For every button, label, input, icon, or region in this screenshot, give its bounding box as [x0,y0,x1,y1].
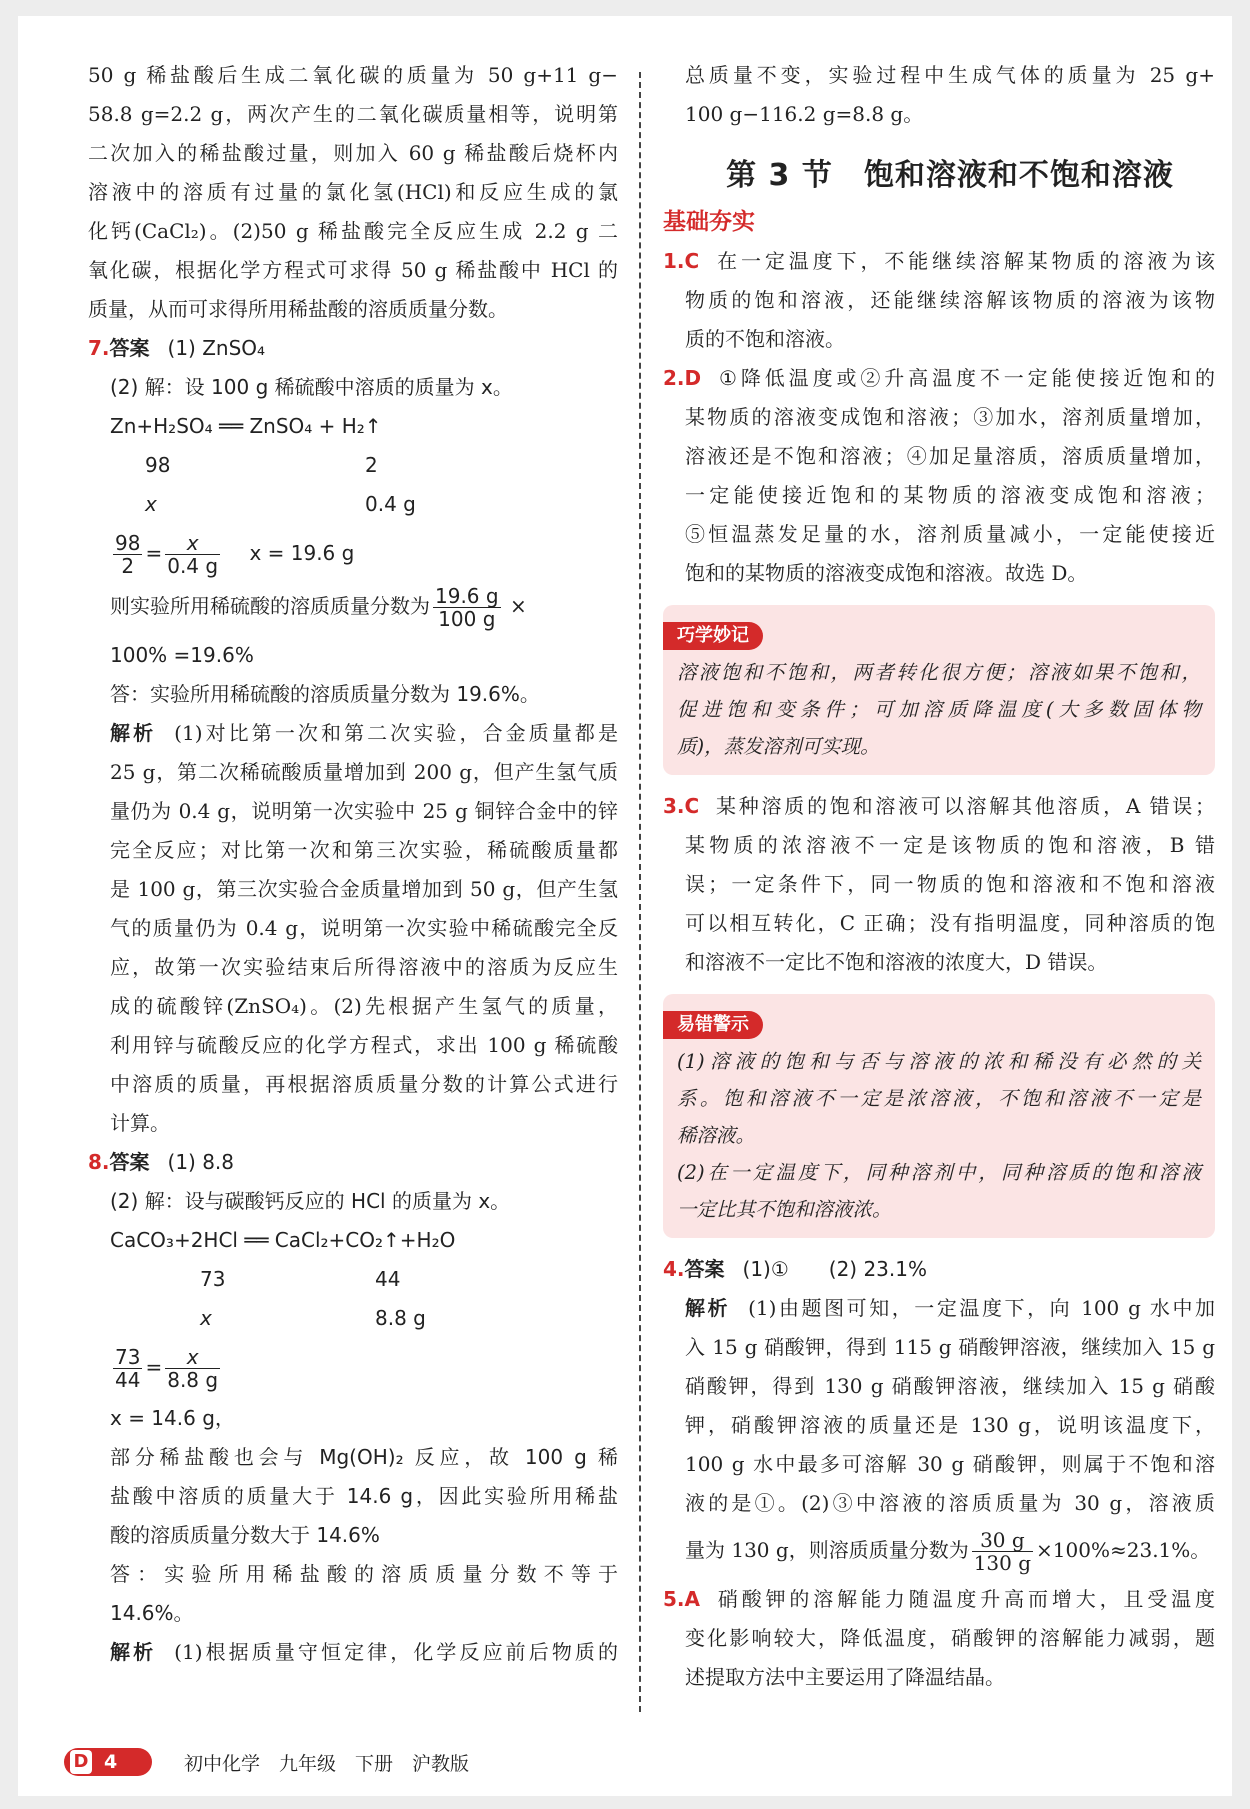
answer-line: 某物质的溶液变成饱和溶液；③加水，溶剂质量增加， [685,405,1215,429]
analysis-line: 量为 130 g，则溶质质量分数为 [685,1538,969,1562]
variable-left: x [145,492,157,516]
answer-line: 在一定温度下，不能继续溶解某物质的溶液为该 [713,249,1215,273]
analysis-line: 计算。 [110,1111,170,1135]
column-divider [639,72,641,1712]
tip-line: 稀溶液。 [677,1124,756,1147]
fraction-numerator: x [186,531,199,555]
question-number: 5.A [663,1587,700,1611]
question-3 [663,787,1215,982]
tip-line: 一定比其不饱和溶液浓。 [677,1198,892,1221]
answer-line: 述提取方法中主要运用了降温结晶。 [685,1665,1005,1689]
conclusion: 答：实验所用稀硫酸的溶质质量分数为 19.6%。 [110,682,540,706]
ratio-fraction-1 [113,1346,142,1391]
analysis-line: 硝酸钾，得到 130 g 硝酸钾溶液，继续加入 15 g 硝酸 [685,1374,1215,1398]
answer-label: 答案 [684,1257,725,1281]
answer-line: 一定能使接近饱和的某物质的溶液变成饱和溶液； [685,483,1215,507]
analysis-line: 入 15 g 硝酸钾，得到 115 g 硝酸钾溶液，继续加入 15 g [685,1335,1215,1359]
analysis-line: 气的质量仍为 0.4 g，说明第一次实验中稀硫酸完全反 [110,916,618,940]
answer-line: 某物质的浓溶液不一定是该物质的饱和溶液，B 错 [685,833,1215,857]
answer-line: 硝酸钾的溶解能力随温度升高而增大，且受温度 [714,1587,1215,1611]
solution-intro: (2) 解：设 100 g 稀硫酸中溶质的质量为 x。 [110,375,513,399]
question-5 [663,1580,1215,1697]
analysis-label: 解析 [685,1296,731,1320]
tip-tag: 易错警示 [663,1011,763,1039]
solution-intro: (2) 解：设与碳酸钙反应的 HCl 的质量为 x。 [110,1189,511,1213]
question-number: 3.C [663,794,700,818]
tip-line: 溶液饱和不饱和，两者转化很方便；溶液如果不饱和， [677,661,1201,684]
ratio-fraction-2 [165,532,220,577]
answer-line: ⑤恒温蒸发足量的水，溶剂质量减小，一定能使接近 [685,522,1215,546]
page-badge [64,1748,152,1776]
text-line: 100 g−116.2 g=8.8 g。 [685,102,924,126]
fraction-denominator: 0.4 g [167,554,219,578]
tip-line: 质)，蒸发溶剂可实现。 [677,735,880,758]
text-line: 溶液中的溶质有过量的氯化氢(HCl)和反应生成的氯 [88,180,618,204]
question-number: 4. [663,1257,685,1281]
times-sign: × [509,594,527,618]
answer-line: 物质的饱和溶液，还能继续溶解该物质的溶液为该物 [685,288,1215,312]
question-1 [663,242,1215,359]
fraction-numerator: x [186,1345,199,1369]
badge-letter: D [70,1750,92,1774]
analysis-tail: ×100%≈23.1%。 [1036,1538,1211,1562]
analysis-line: (1)由题图可知，一定温度下，向 100 g 水中加 [748,1296,1215,1320]
analysis-label: 解析 [110,721,157,745]
molar-mass-left: 98 [145,453,171,477]
answer-line: 误；一定条件下，同一物质的饱和溶液和不饱和溶液 [685,872,1215,896]
text-line: 总质量不变，实验过程中生成气体的质量为 25 g+ [685,63,1215,87]
text-line: 化钙(CaCl₂)。(2)50 g 稀盐酸完全反应生成 2.2 g 二 [88,219,618,243]
analysis-line: 中溶质的质量，再根据溶质质量分数的计算公式进行 [110,1072,618,1096]
fraction-denominator: 130 g [973,1551,1032,1575]
analysis-line: 钾，硝酸钾溶液的质量还是 130 g，说明该温度下， [685,1413,1215,1437]
fraction-denominator: 44 [115,1368,141,1392]
answer-part1: (1) 8.8 [167,1150,235,1174]
question-4 [663,1250,1215,1575]
answer-line: ①降低温度或②升高温度不一定能使接近饱和的 [715,366,1215,390]
answer-line: 可以相互转化，C 正确；没有指明温度，同种溶质的饱 [685,911,1215,935]
molar-mass-left: 73 [200,1267,226,1291]
variable-right: 8.8 g [375,1306,426,1330]
fraction-denominator: 100 g [433,607,501,630]
fraction-numerator: 30 g [980,1528,1025,1552]
text-line: 58.8 g=2.2 g，两次产生的二氧化碳质量相等，说明第 [88,102,618,126]
analysis-line: 量仍为 0.4 g，说明第一次实验中 25 g 铜锌合金中的锌 [110,799,618,823]
answer-label: 答案 [109,1150,150,1174]
answer-line: 某种溶质的饱和溶液可以溶解其他溶质，A 错误； [713,794,1215,818]
tip-tag: 巧学妙记 [663,622,763,650]
subheading: 基础夯实 [663,209,755,235]
text-line: 氧化碳，根据化学方程式可求得 50 g 稀盐酸中 HCl 的 [88,258,618,282]
chemical-equation: CaCO₃+2HCl ══ CaCl₂+CO₂↑+H₂O [110,1228,456,1252]
variable-right: 0.4 g [365,492,416,516]
analysis-line: 成的硫酸锌(ZnSO₄)。(2)先根据产生氢气的质量， [110,994,618,1018]
tip-line: 系。饱和溶液不一定是浓溶液，不饱和溶液不一定是 [677,1087,1201,1110]
analysis-line: (1)根据质量守恒定律，化学反应前后物质的 [174,1640,618,1664]
question-number: 2.D [663,366,702,390]
text-line: 二次加入的稀盐酸过量，则加入 60 g 稀盐酸后烧杯内 [88,141,618,165]
tip-line: (1)溶液的饱和与否与溶液的浓和稀没有必然的关 [677,1050,1201,1073]
answer-line: 和溶液不一定比不饱和溶液的浓度大，D 错误。 [685,950,1108,974]
page-number: 4 [104,1751,118,1773]
answer: (1)① (2) 23.1% [742,1257,927,1281]
analysis-line: 完全反应；对比第一次和第三次实验，稀硫酸质量都 [110,838,618,862]
book-info: 初中化学 九年级 下册 沪教版 [184,1753,470,1775]
ratio-fraction-2 [165,1346,220,1391]
conclusion-line: 14.6%。 [110,1601,194,1625]
analysis-line: 液的是①。(2)③中溶液的溶质质量为 30 g，溶液质 [685,1491,1215,1515]
fraction-numerator: 73 [115,1345,141,1369]
fraction-denominator: 2 [113,554,142,577]
page [18,16,1232,1796]
analysis-line: 100 g 水中最多可溶解 30 g 硝酸钾，则属于不饱和溶 [685,1452,1215,1476]
analysis-line: (1)对比第一次和第二次实验，合金质量都是 [174,721,618,745]
tip-line: (2)在一定温度下，同种溶剂中，同种溶质的饱和溶液 [677,1161,1201,1184]
question-2 [663,359,1215,593]
chemical-equation: Zn+H₂SO₄ ══ ZnSO₄ + H₂↑ [110,414,382,438]
text-line: 质量，从而可求得所用稀盐酸的溶质质量分数。 [88,297,508,321]
analysis-line: 25 g，第二次稀硫酸质量增加到 200 g，但产生氢气质 [110,760,618,784]
section-title: 第 3 节 饱和溶液和不饱和溶液 [726,158,1174,193]
result: x = 14.6 g， [110,1406,235,1430]
text-line: 盐酸中溶质的质量大于 14.6 g，因此实验所用稀盐 [110,1484,618,1508]
analysis-line: 应，故第一次实验结束后所得溶液中的溶质为反应生 [110,955,618,979]
answer-part1: (1) ZnSO₄ [167,336,266,360]
analysis-line: 是 100 g，第三次实验合金质量增加到 50 g，但产生氢 [110,877,618,901]
conclusion-line: 答：实验所用稀盐酸的溶质质量分数不等于 [110,1562,618,1586]
mass-fraction [972,1529,1033,1574]
ratio-fraction-1 [113,532,142,577]
left-column [88,56,618,1672]
right-column [663,56,1215,1697]
variable-left: x [200,1306,212,1330]
tip-box-warning [663,994,1215,1238]
analysis-label: 解析 [110,1640,157,1664]
ratio-result: x = 19.6 g [249,541,355,565]
question-number: 8. [88,1150,110,1174]
continued-analysis [88,56,618,329]
question-8: 8.答案 (1) 8.8 (2) 解：设与碳酸钙反应的 HCl 的质量为 x。 CaCO₃+2HCl ══ CaCl₂+CO₂↑+H₂O 73 44 x 8.8 g $\frac{73}{44}$ = $\frac{x}{8.8 g}$ x = 14.6 g， 部分稀盐酸也会与 Mg(OH)₂ 反应，故 100 g 稀 盐酸中溶质的质量大于 14.6 g，因此实验所用稀盐 酸的溶质质量分数大于 14.6% 答：实验所用稀盐酸的溶质质量分数不等于 14.6%。 解析 (1)根据质量守恒定律，化学反应前后物质的 [88,1150,618,1664]
answer-line: 饱和的某物质的溶液变成饱和溶液。故选 D。 [685,561,1088,585]
fraction-denominator: 8.8 g [167,1368,219,1392]
answer-line: 溶液还是不饱和溶液；④加足量溶质，溶质质量增加， [685,444,1215,468]
question-7: 7.答案 (1) ZnSO₄ (2) 解：设 100 g 稀硫酸中溶质的质量为 x。 Zn+H₂SO₄ ══ ZnSO₄ + H₂↑ 98 2 x 0.4 g $\frac{98}{2}$ = $\frac{x}{0.4 g}$ x = 19.6 g 则实验所用稀硫酸的溶质质量分数为 $\frac{19.6 g}{100 g}$ × 100% =19.6% 答：实验所用稀硫酸的溶质质量分数为 19.6%。 解析 (1)对比第一次和第二次实验，合金质量都是 25 g，第二次稀硫酸质量增加到 200 g，但产生氢气质 量仍为 0.4 g，说明第一次实验中 25 g 铜锌合金中的锌 完全反应；对比第一次和第三次实验，稀硫酸质量都 是 100 g，第三次实验合金质量增加到 50 g，但产生氢 气的质量仍为 0.4 g，说明第一次实验中稀硫酸完全反 应，故第一次实验结束后所得溶液中的溶质为反应生 成的硫酸锌(ZnSO₄)。(2)先根据产生氢气的质量， 利用锌与硫酸反应的化学方程式，求出 100 g 稀硫酸 中溶质的质量，再根据溶质质量分数的计算公式进行 计算。 [88,329,618,1143]
molar-mass-right: 44 [375,1267,401,1291]
analysis-line: 利用锌与硫酸反应的化学方程式，求出 100 g 稀硫酸 [110,1033,618,1057]
tip-line: 促进饱和变条件；可加溶质降温度(大多数固体物 [677,698,1201,721]
question-number: 1.C [663,249,700,273]
calc-fraction [433,585,501,630]
answer-label: 答案 [109,336,150,360]
tip-box-memory [663,605,1215,775]
text-line: 酸的溶质质量分数大于 14.6% [110,1523,380,1547]
fraction-numerator: 19.6 g [435,584,499,608]
calc-text: 则实验所用稀硫酸的溶质质量分数为 [110,594,430,618]
answer-line: 变化影响较大，降低温度，硝酸钾的溶解能力减弱，题 [685,1626,1215,1650]
question-number: 7. [88,336,110,360]
text-line: 部分稀盐酸也会与 Mg(OH)₂ 反应，故 100 g 稀 [110,1445,618,1469]
fraction-numerator: 98 [115,531,141,555]
molar-mass-right: 2 [365,453,378,477]
calc-result: 100% =19.6% [110,643,254,667]
text-line: 50 g 稀盐酸后生成二氧化碳的质量为 50 g+11 g− [88,63,618,87]
answer-line: 质的不饱和溶液。 [685,327,845,351]
